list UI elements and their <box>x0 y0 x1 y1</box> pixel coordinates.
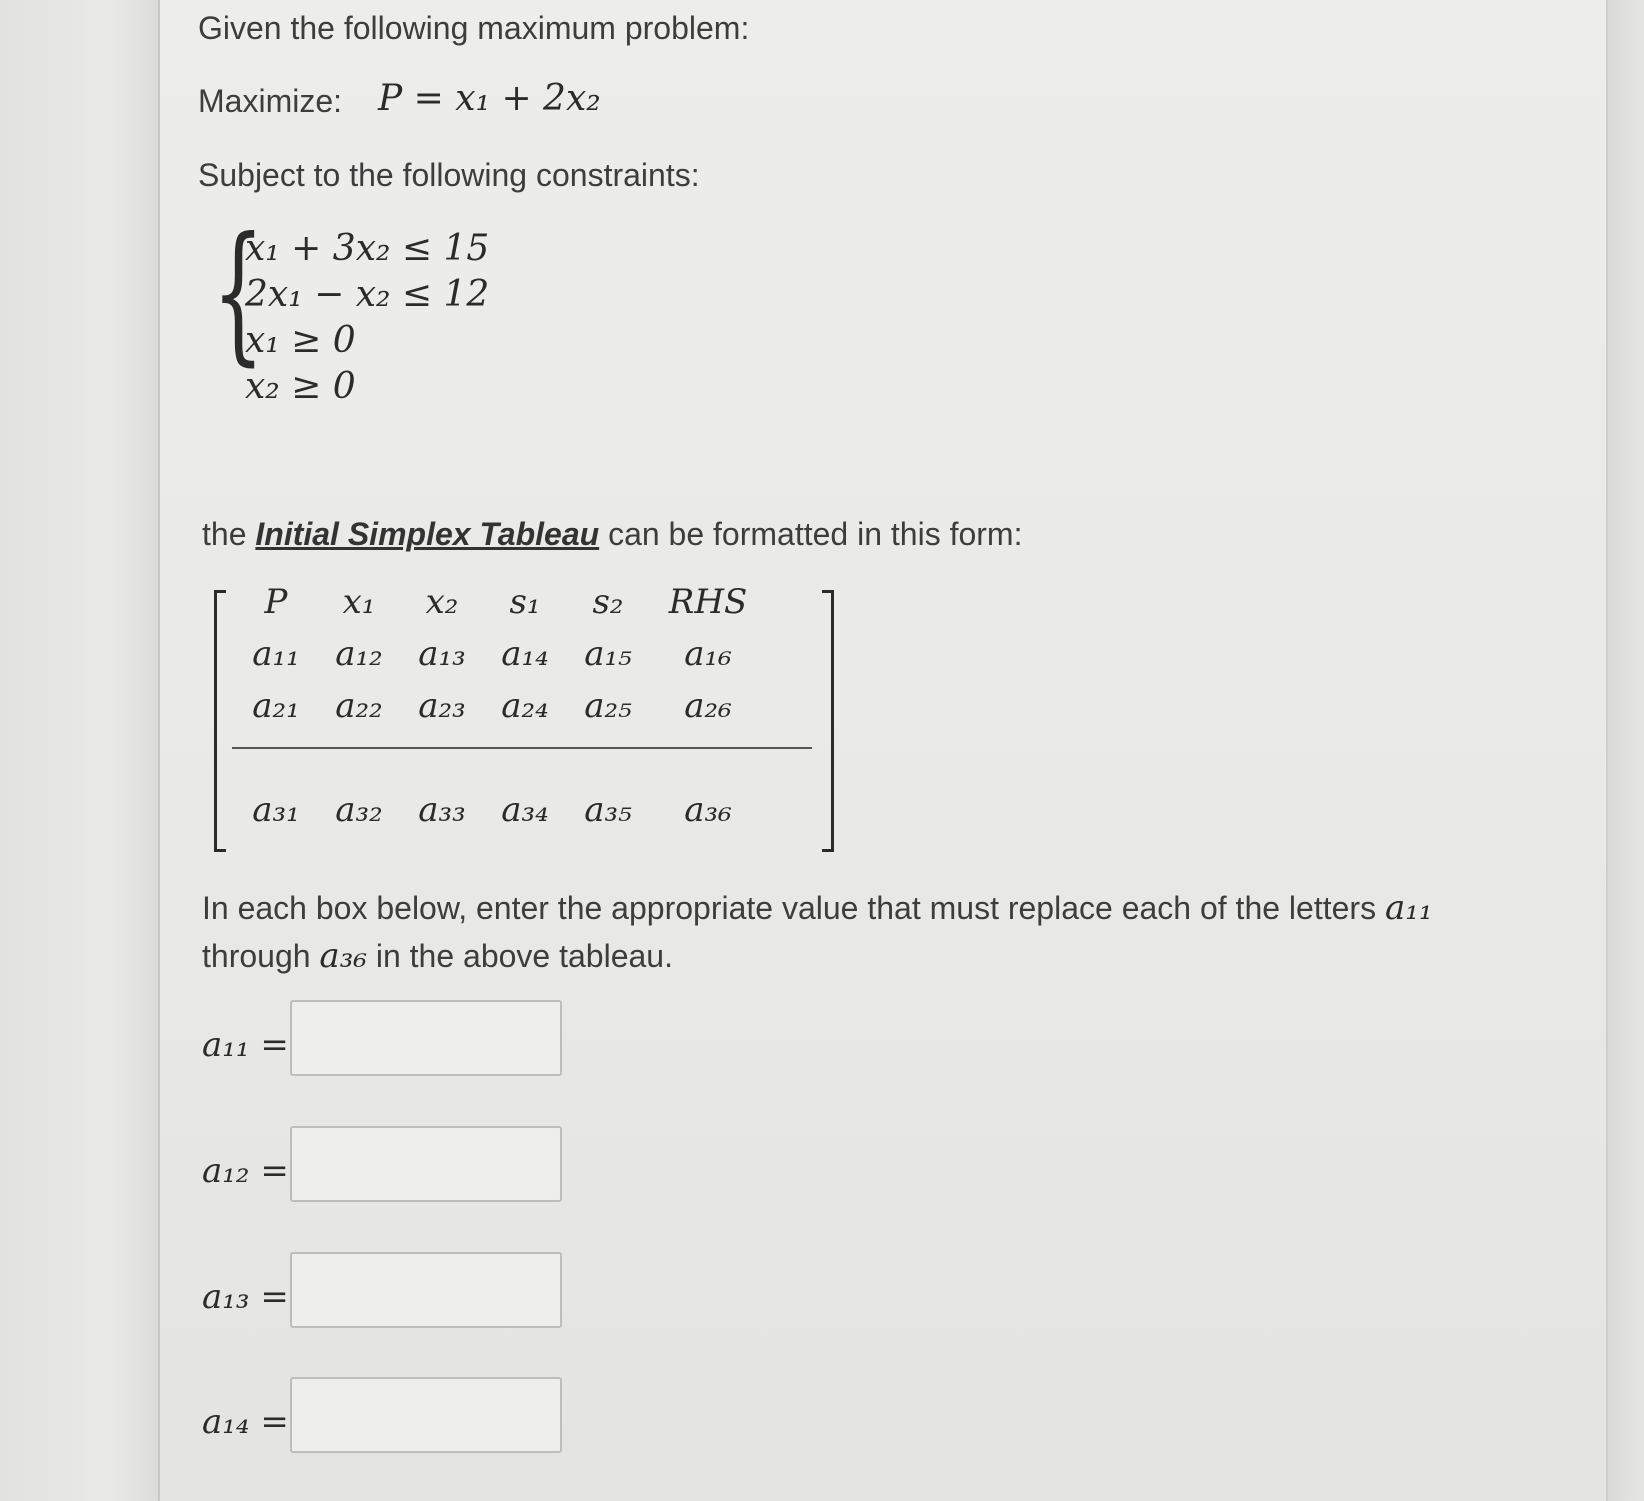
header-s1: s₁ <box>509 582 541 622</box>
answer-input-a13[interactable] <box>290 1252 562 1328</box>
tableau-intro-before: the <box>202 516 256 552</box>
tableau-intro <box>202 516 1022 553</box>
answer-label-a13: a₁₃ = <box>202 1277 289 1317</box>
answer-input-a12[interactable] <box>290 1126 562 1202</box>
constraints-system <box>245 226 489 410</box>
constraint-4: x₂ ≥ 0 <box>245 366 356 407</box>
constraint-2: 2x₁ − x₂ ≤ 12 <box>245 274 490 315</box>
question-page <box>158 0 1608 1501</box>
answer-input-a14[interactable] <box>290 1377 562 1453</box>
cell-a24: a₂₄ <box>501 686 549 726</box>
constraint-1: x₁ + 3x₂ ≤ 15 <box>245 228 490 269</box>
header-P: P <box>264 582 288 622</box>
constraint-3: x₁ ≥ 0 <box>245 320 356 361</box>
objective-row-divider <box>232 747 812 749</box>
cell-a21: a₂₁ <box>252 686 300 726</box>
problem-intro: Given the following maximum problem: <box>198 10 750 46</box>
header-s2: s₂ <box>592 582 624 622</box>
cell-a16: a₁₆ <box>684 634 732 674</box>
cell-a36: a₃₆ <box>684 790 732 830</box>
answer-label-a14: a₁₄ = <box>202 1402 289 1442</box>
cell-a13: a₁₃ <box>418 634 466 674</box>
simplex-tableau-matrix <box>214 582 834 852</box>
cell-a11: a₁₁ <box>252 634 300 674</box>
cell-a34: a₃₄ <box>501 790 549 830</box>
cell-a12: a₁₂ <box>335 634 383 674</box>
matrix-right-bracket <box>822 590 834 852</box>
answer-input-a11[interactable] <box>290 1000 562 1076</box>
cell-a31: a₃₁ <box>252 790 300 830</box>
cell-a26: a₂₆ <box>684 686 732 726</box>
cell-a32: a₃₂ <box>335 790 383 830</box>
instructions-text-middle: through <box>202 938 320 974</box>
header-x2: x₂ <box>425 582 459 622</box>
cell-a22: a₂₂ <box>335 686 383 726</box>
cell-a14: a₁₄ <box>501 634 549 674</box>
cell-a23: a₂₃ <box>418 686 466 726</box>
cell-a33: a₃₃ <box>418 790 466 830</box>
instructions <box>202 884 1462 980</box>
tableau-intro-after: can be formatted in this form: <box>599 516 1023 552</box>
initial-simplex-tableau-link[interactable]: Initial Simplex Tableau <box>255 516 600 552</box>
objective-function: P = x₁ + 2x₂ <box>378 78 601 119</box>
instructions-to-symbol: a₃₆ <box>319 936 367 976</box>
cell-a25: a₂₅ <box>584 686 632 726</box>
answer-label-a12: a₁₂ = <box>202 1151 289 1191</box>
instructions-from-symbol: a₁₁ <box>1384 888 1433 928</box>
left-margin <box>0 0 158 1501</box>
constraints-brace: { <box>212 206 265 380</box>
instructions-text-after: in the above tableau. <box>366 938 673 974</box>
matrix-left-bracket <box>214 590 226 852</box>
constraints-label: Subject to the following constraints: <box>198 157 700 193</box>
cell-a35: a₃₅ <box>584 790 632 830</box>
instructions-text-before: In each box below, enter the appropriate value that must replace each of the letters <box>202 890 1385 926</box>
right-margin <box>1608 0 1644 1501</box>
objective-label: Maximize: <box>198 83 343 119</box>
answer-label-a11: a₁₁ = <box>202 1025 289 1065</box>
cell-a15: a₁₅ <box>584 634 632 674</box>
header-x1: x₁ <box>342 582 376 622</box>
header-RHS: RHS <box>668 582 748 622</box>
